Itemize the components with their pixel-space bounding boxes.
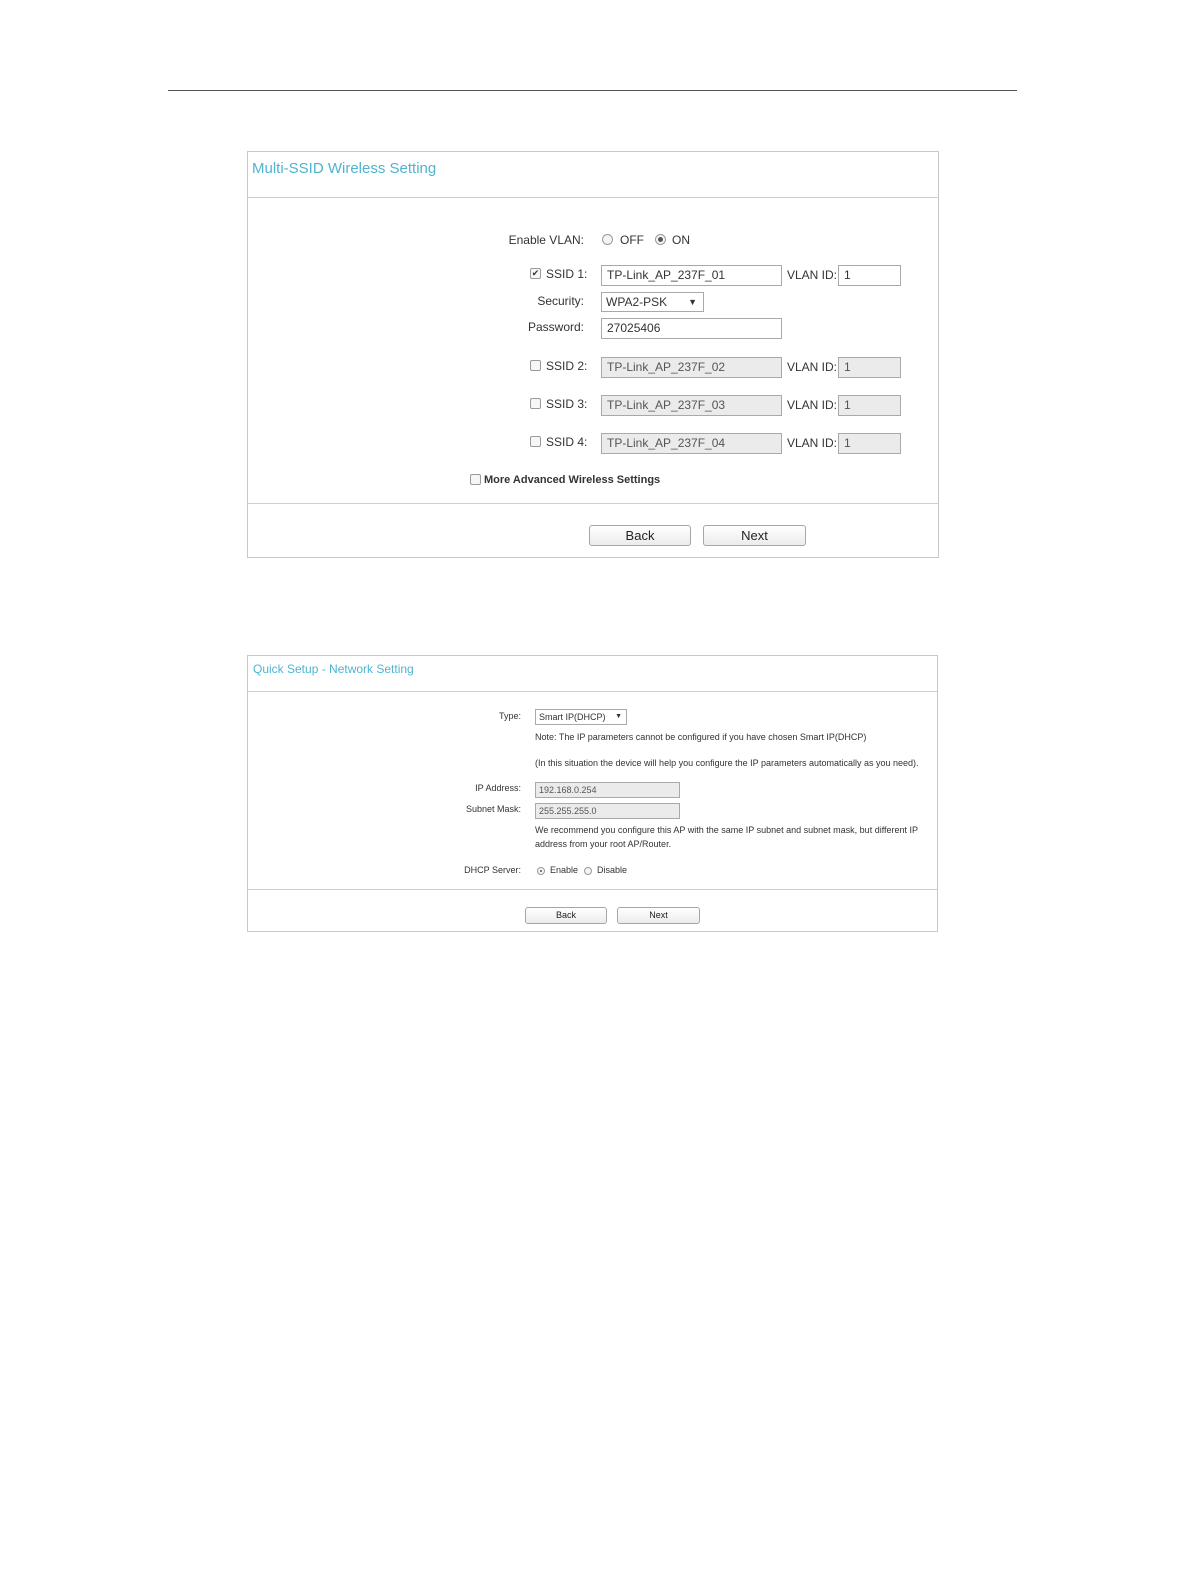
- ssid2-checkbox[interactable]: [530, 360, 541, 371]
- ssid2-vlan-label: VLAN ID:: [787, 360, 838, 374]
- next-button[interactable]: Next: [703, 525, 806, 546]
- type-label: Type:: [498, 711, 521, 721]
- vlan-on-radio[interactable]: [655, 234, 666, 245]
- ssid1-name-input[interactable]: TP-Link_AP_237F_01: [601, 265, 782, 286]
- ssid1-vlan-label: VLAN ID:: [787, 268, 838, 282]
- ssid1-checkbox[interactable]: ✔: [531, 268, 540, 278]
- ssid1-vlan-input[interactable]: 1: [838, 265, 901, 286]
- ssid2-label: SSID 2:: [546, 359, 588, 373]
- enable-vlan-label: Enable VLAN:: [508, 233, 584, 247]
- ssid3-checkbox[interactable]: [530, 398, 541, 409]
- ssid4-name-input[interactable]: TP-Link_AP_237F_04: [601, 433, 782, 454]
- ssid4-vlan-input[interactable]: 1: [838, 433, 901, 454]
- ip-address-label: IP Address:: [475, 783, 521, 793]
- dhcp-enable-radio[interactable]: [537, 867, 545, 875]
- dropdown-arrow-icon: ▼: [615, 713, 622, 720]
- ssid4-label: SSID 4:: [546, 435, 588, 449]
- ssid3-name-input[interactable]: TP-Link_AP_237F_03: [601, 395, 782, 416]
- ssid3-label: SSID 3:: [546, 397, 588, 411]
- ssid3-vlan-label: VLAN ID:: [787, 398, 838, 412]
- ssid1-label: SSID 1:: [546, 267, 588, 281]
- password-label: Password:: [527, 320, 584, 334]
- network-setting-panel: [247, 655, 938, 932]
- advanced-settings-checkbox[interactable]: [470, 474, 481, 485]
- ssid3-vlan-input[interactable]: 1: [838, 395, 901, 416]
- network-back-button[interactable]: Back: [525, 907, 607, 924]
- ssid4-vlan-label: VLAN ID:: [787, 436, 838, 450]
- ssid4-checkbox[interactable]: [530, 436, 541, 447]
- security-select-value: WPA2-PSK: [606, 295, 668, 309]
- page-header-rule: [168, 90, 1017, 91]
- multi-ssid-title: Multi-SSID Wireless Setting: [248, 152, 938, 198]
- type-select[interactable]: [535, 709, 627, 725]
- multi-ssid-footer: [248, 503, 938, 557]
- note-text-line2: (In this situation the device will help you configure the IP parameters automatically as you need).: [535, 758, 919, 768]
- network-setting-footer: [248, 889, 937, 931]
- dhcp-disable-radio[interactable]: [584, 867, 592, 875]
- recommend-text-line2: address from your root AP/Router.: [535, 839, 672, 849]
- subnet-mask-label: Subnet Mask:: [465, 804, 521, 814]
- ssid2-name-input[interactable]: TP-Link_AP_237F_02: [601, 357, 782, 378]
- advanced-settings-label[interactable]: More Advanced Wireless Settings: [484, 474, 661, 486]
- security-label: Security:: [537, 294, 584, 308]
- password-input[interactable]: 27025406: [601, 318, 782, 339]
- note-text-line1: Note: The IP parameters cannot be configured if you have chosen Smart IP(DHCP): [535, 732, 867, 742]
- dhcp-enable-label: Enable: [550, 865, 579, 875]
- recommend-text-line1: We recommend you configure this AP with the same IP subnet and subnet mask, but different IP: [535, 825, 919, 835]
- network-next-button[interactable]: Next: [617, 907, 700, 924]
- vlan-off-radio[interactable]: [602, 234, 613, 245]
- security-select[interactable]: [601, 292, 704, 312]
- dhcp-server-label: DHCP Server:: [464, 865, 521, 875]
- ssid2-vlan-input[interactable]: 1: [838, 357, 901, 378]
- multi-ssid-panel: [247, 151, 939, 558]
- dhcp-disable-label: Disable: [597, 865, 628, 875]
- dropdown-arrow-icon: ▼: [688, 297, 697, 307]
- vlan-on-label: ON: [672, 233, 690, 247]
- ip-address-input[interactable]: 192.168.0.254: [535, 782, 680, 798]
- subnet-mask-input[interactable]: 255.255.255.0: [535, 803, 680, 819]
- back-button[interactable]: Back: [589, 525, 691, 546]
- network-setting-title: Quick Setup - Network Setting: [248, 656, 937, 692]
- type-select-value: Smart IP(DHCP): [539, 712, 606, 722]
- vlan-off-label: OFF: [620, 233, 644, 247]
